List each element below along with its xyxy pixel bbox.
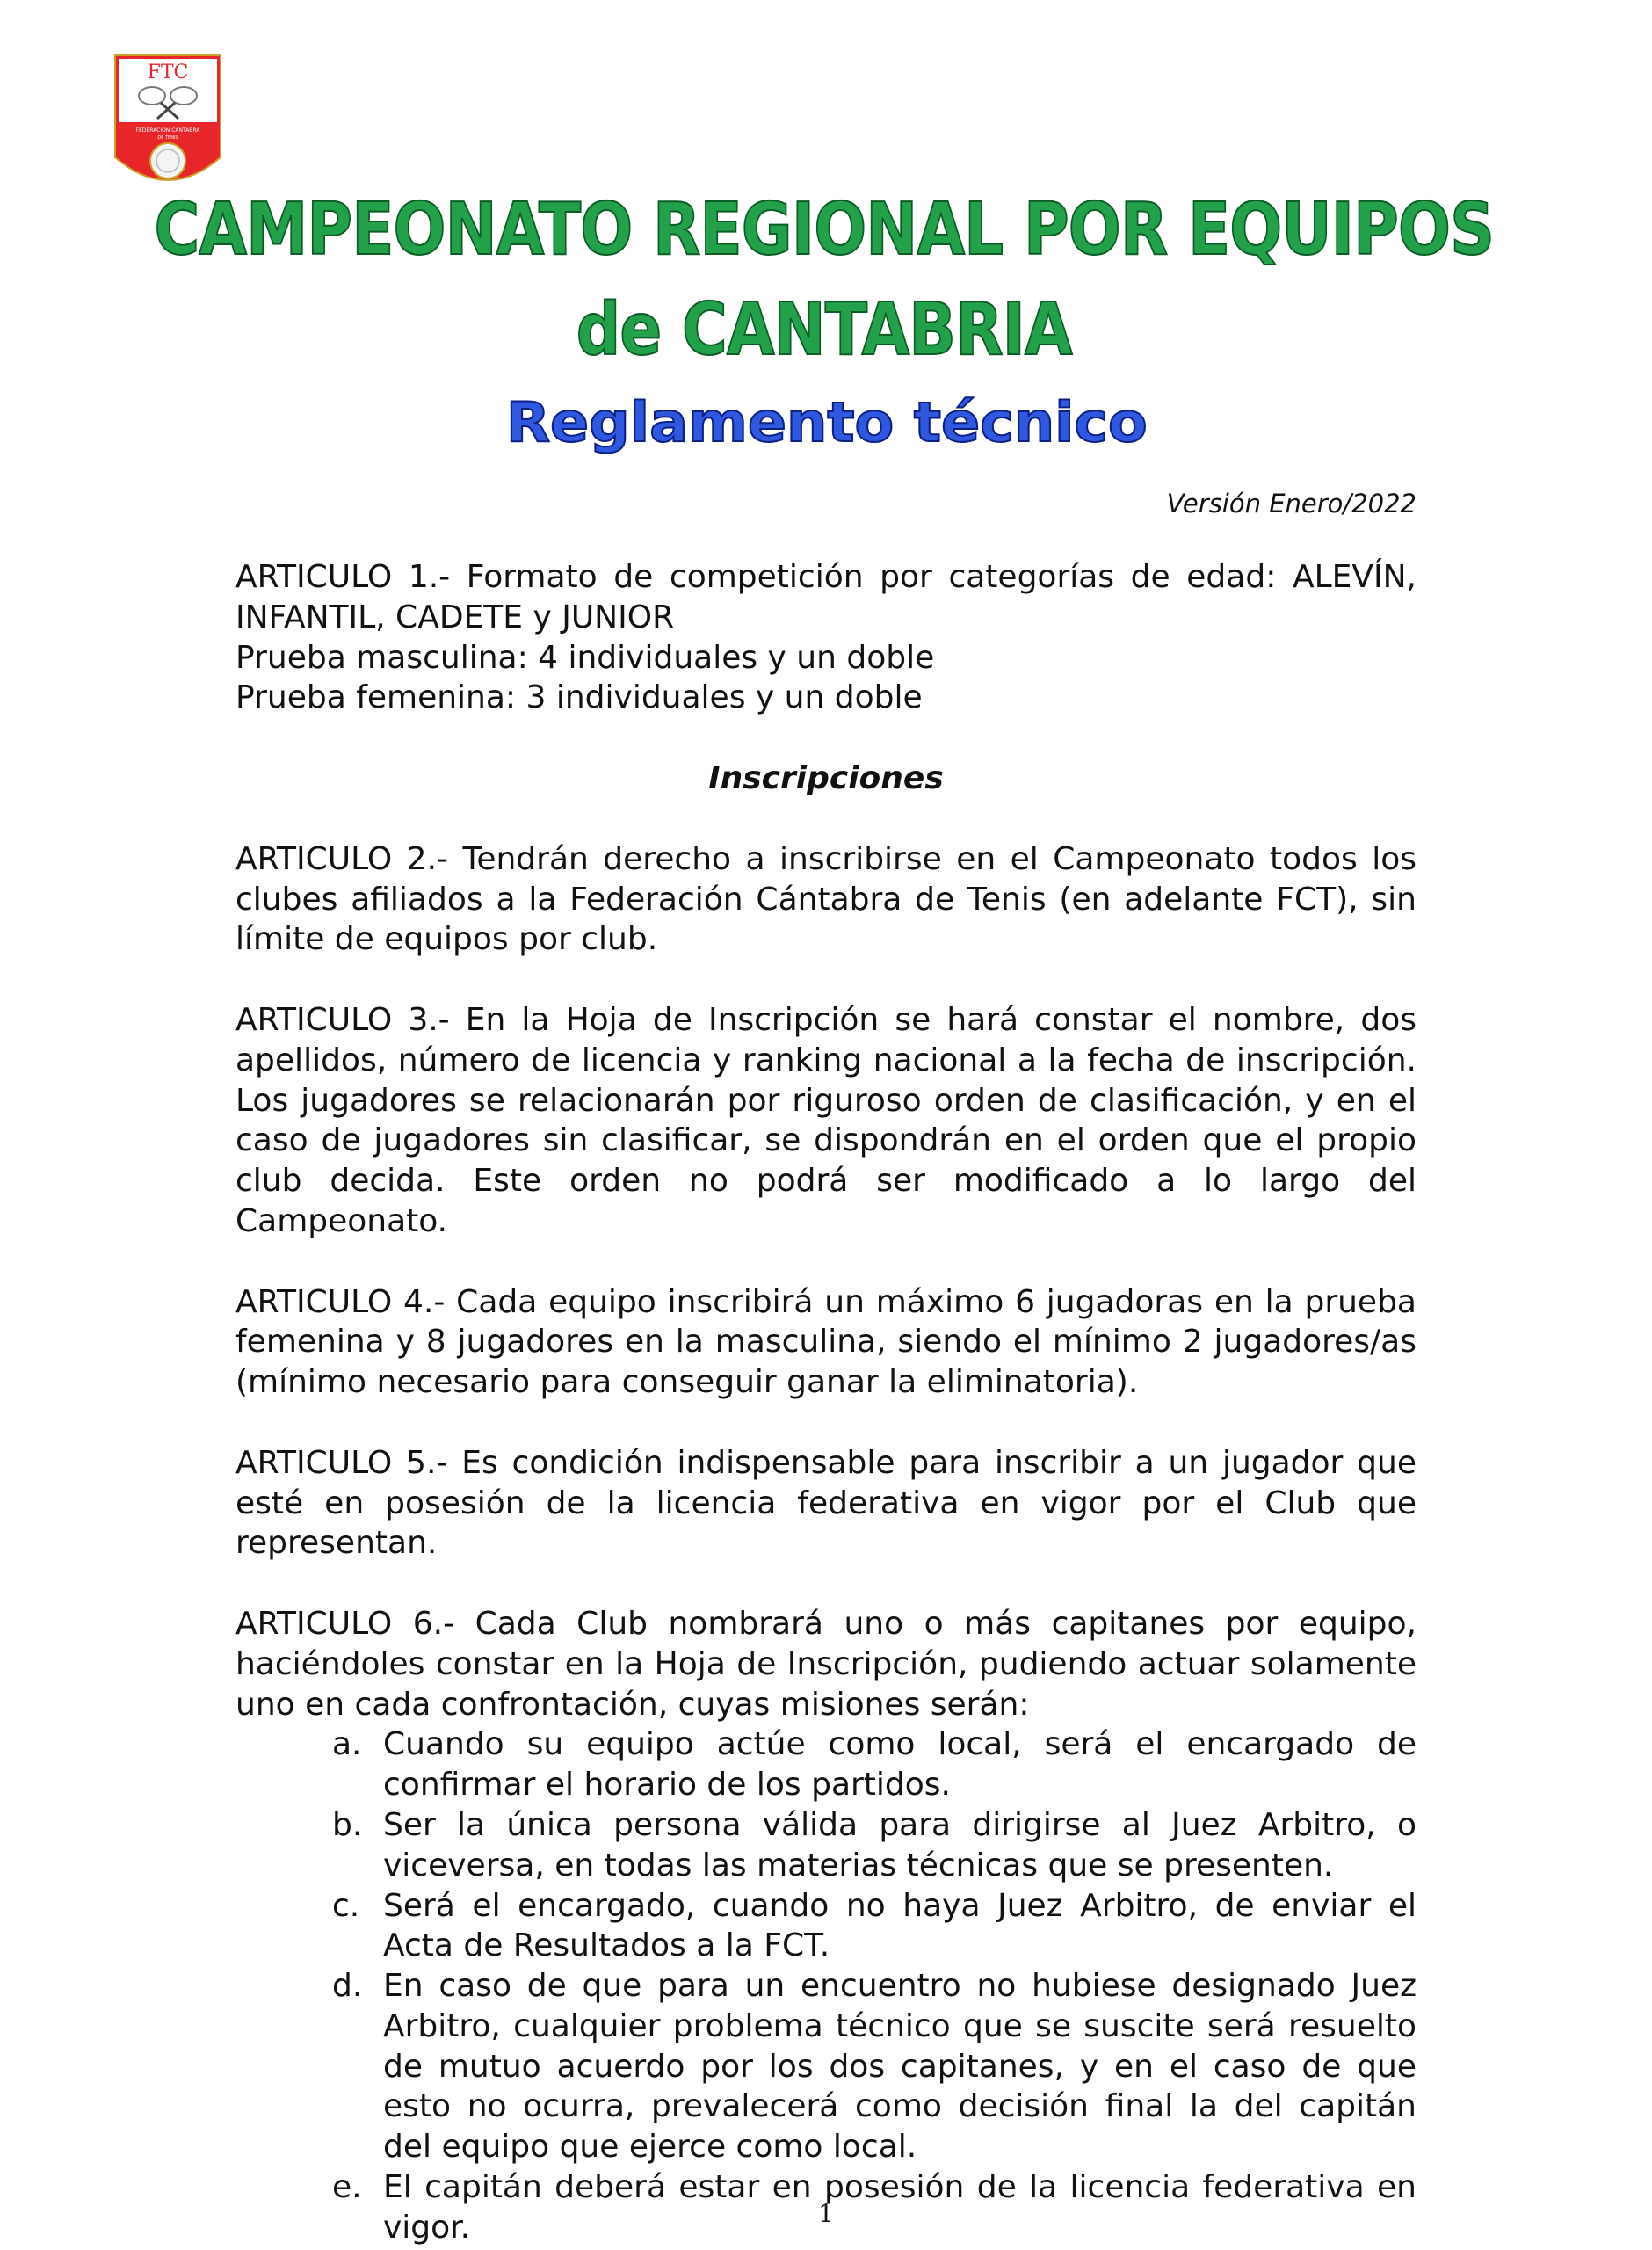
list-marker: a. [332, 1726, 362, 1763]
list-item-text: Ser la única persona válida para dirigirse al Juez Arbitro, o viceversa, en todas las materias técnicas que se presenten. [383, 1806, 1417, 1883]
article-1: ARTICULO 1.- Formato de competición por categorías de edad: ALEVÍN, INFANTIL, CADETE y JUNIOR [235, 559, 1417, 635]
list-marker: d. [332, 1968, 363, 2005]
svg-text:DE TENIS: DE TENIS [157, 135, 178, 141]
section-heading-inscripciones: Inscripciones [708, 760, 944, 797]
list-item [235, 1966, 1417, 2167]
list-marker: e. [332, 2169, 362, 2206]
article-1-female-format: Prueba femenina: 3 individuales y un doble [235, 679, 923, 716]
list-item-text: En caso de que para un encuentro no hubiese designado Juez Arbitro, cualquier problema técnico que se suscite será resuelto de mutuo acuerdo por los dos capitanes, y en el caso de que esto no ocurra, prevalecerá como decisión final la del capitán del equipo que ejerce como local. [383, 1968, 1417, 2166]
federation-logo [113, 54, 222, 195]
document-title-line-2: de CANTABRIA [576, 288, 1072, 372]
article-3: ARTICULO 3.- En la Hoja de Inscripción se hará constar el nombre, dos apellidos, número de licencia y ranking nacional a la fecha de inscripción. Los jugadores se relacionarán por riguroso orden de clasificación, y en el caso de jugadores sin clasificar, se dispondrán en el orden que el propio club decida. Este orden no podrá ser modificado a lo largo del Campeonato. [235, 1001, 1417, 1239]
list-item-text: Cuando su equipo actúe como local, será el encargado de confirmar el horario de los partidos. [383, 1726, 1417, 1804]
document-title-line-1: CAMPEONATO REGIONAL POR EQUIPOS [154, 188, 1495, 272]
version-label: Versión Enero/2022 [1166, 489, 1417, 519]
document-subtitle: Reglamento técnico [505, 390, 1148, 454]
captain-missions-list [235, 1724, 1417, 2247]
article-4: ARTICULO 4.- Cada equipo inscribirá un máximo 6 jugadoras en la prueba femenina y 8 jugadores en la masculina, siendo el mínimo 2 jugadores/as (mínimo necesario para conseguir ganar la eliminatoria). [235, 1283, 1417, 1401]
svg-text:FEDERACIÓN CÁNTABRA: FEDERACIÓN CÁNTABRA [135, 127, 200, 134]
list-item [235, 1805, 1417, 1886]
list-marker: c. [332, 1887, 360, 1924]
list-item-text: Será el encargado, cuando no haya Juez Arbitro, de enviar el Acta de Resultados a la FCT. [383, 1887, 1417, 1964]
list-item-text: El capitán deberá estar en posesión de la licencia federativa en vigor. [383, 2169, 1417, 2246]
article-6: ARTICULO 6.- Cada Club nombrará uno o más capitanes por equipo, haciéndoles constar en la Hoja de Inscripción, pudiendo actuar solamente uno en cada confrontación, cuyas misiones serán: [235, 1605, 1417, 1723]
article-5: ARTICULO 5.- Es condición indispensable para inscribir a un jugador que esté en posesión de la licencia federativa en vigor por el Club que representan. [235, 1444, 1417, 1562]
article-2: ARTICULO 2.- Tendrán derecho a inscribirse en el Campeonato todos los clubes afiliados a la Federación Cántabra de Tenis (en adelante FCT), sin límite de equipos por club. [235, 840, 1417, 958]
list-item [235, 1724, 1417, 1805]
list-item [235, 1886, 1417, 1967]
article-1-male-format: Prueba masculina: 4 individuales y un doble [235, 639, 935, 676]
document-body [235, 557, 1417, 2248]
list-marker: b. [332, 1806, 363, 1843]
svg-text:FTC: FTC [147, 62, 189, 83]
page-number: 1 [818, 2199, 834, 2228]
